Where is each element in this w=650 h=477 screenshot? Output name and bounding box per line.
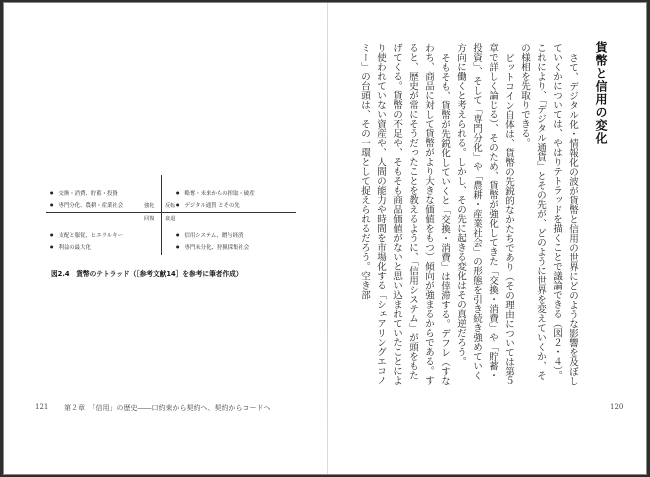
axis-label-enhance: 強化 [144, 203, 155, 209]
horizontal-axis [46, 212, 296, 213]
vertical-axis [161, 175, 162, 255]
quadrant-item: ● 信用システム、贈与経済 [176, 230, 294, 242]
quadrant-item: ● 略奪・未来からの搾取・破産 [176, 188, 294, 200]
quadrant-item: ● 専門分化、農耕・産業社会 [50, 200, 168, 212]
axis-label-retrieve: 回復 [144, 216, 155, 222]
page-number-left: 121 [35, 403, 49, 411]
quadrant-item: ● 利益の最大化 [50, 242, 168, 254]
paragraph: そもそも、貨幣が先鋭化していくと「交換・消費」は倖滞する。デフレ（すなわち、商品に対して貨幣がより大きな価値をもつ）傾向が強まるからである。すると、歴史が常にそうだったことを教えるように、「信用システム」が頭をもたげてくる。貨幣の不足や、そもそも商品価値がないと思い込まれていたことにより使われていない資産や、人間の能力や時間を市場化する「シェアリングエコノミー」の台頭は、その一環として捉えられるだろう。空き部 [359, 43, 450, 385]
quadrant-item: ● 支配と服従、ヒエラルキー [50, 230, 168, 242]
axis-label-obsolesce: 衰退 [165, 216, 176, 222]
quadrant-item: ● 専門未分化、狩猟採集社会 [176, 242, 294, 254]
page-number-right: 120 [610, 403, 624, 411]
paragraph: さて、デジタル化・情報化の波が貨幣と信用の世界にどのような影響を及ぼしていくかについては、やはりテトラッドを描くことで議論できる（図２・４）。これにより、「デジタル通貨」とその先が、どのように世界を変えていくか、その様相を先取りできる。 [519, 43, 578, 385]
figure-caption: 図2.4 貨幣のテトラッド（［参考文献14］を参考に筆者作成） [51, 270, 243, 278]
section-heading: 貨幣と信用の変化 [594, 41, 608, 145]
page-fold [327, 3, 328, 474]
quadrant-bottom-left [50, 230, 168, 254]
running-head: 第２章 「信用」の歴史――口約束から契約へ、契約からコードへ [64, 404, 271, 412]
quadrant-bottom-right [176, 230, 294, 254]
axis-label-reverse: 反転 [165, 203, 176, 209]
paragraph: ビットコイン自体は、貨幣の先鋭的なかたちであり（その理由については第５章で詳しく論じる）、そのため、貨幣が強化してきた「交換・消費」や「貯蓄・投資」、そして「専門分化」や「農耕・産業社会」の形態を引き続き強めていく方向に働くと考えられる。しかし、その先に起きる変化はその真逆だろう。 [455, 43, 514, 385]
quadrant-item: ● デジタル通貨 とその先 [176, 200, 294, 212]
quadrant-item: ● 交換・消費、貯蓄・投資 [50, 188, 168, 200]
quadrant-top-right [176, 188, 294, 212]
book-spread [3, 2, 647, 475]
body-text [356, 43, 580, 388]
